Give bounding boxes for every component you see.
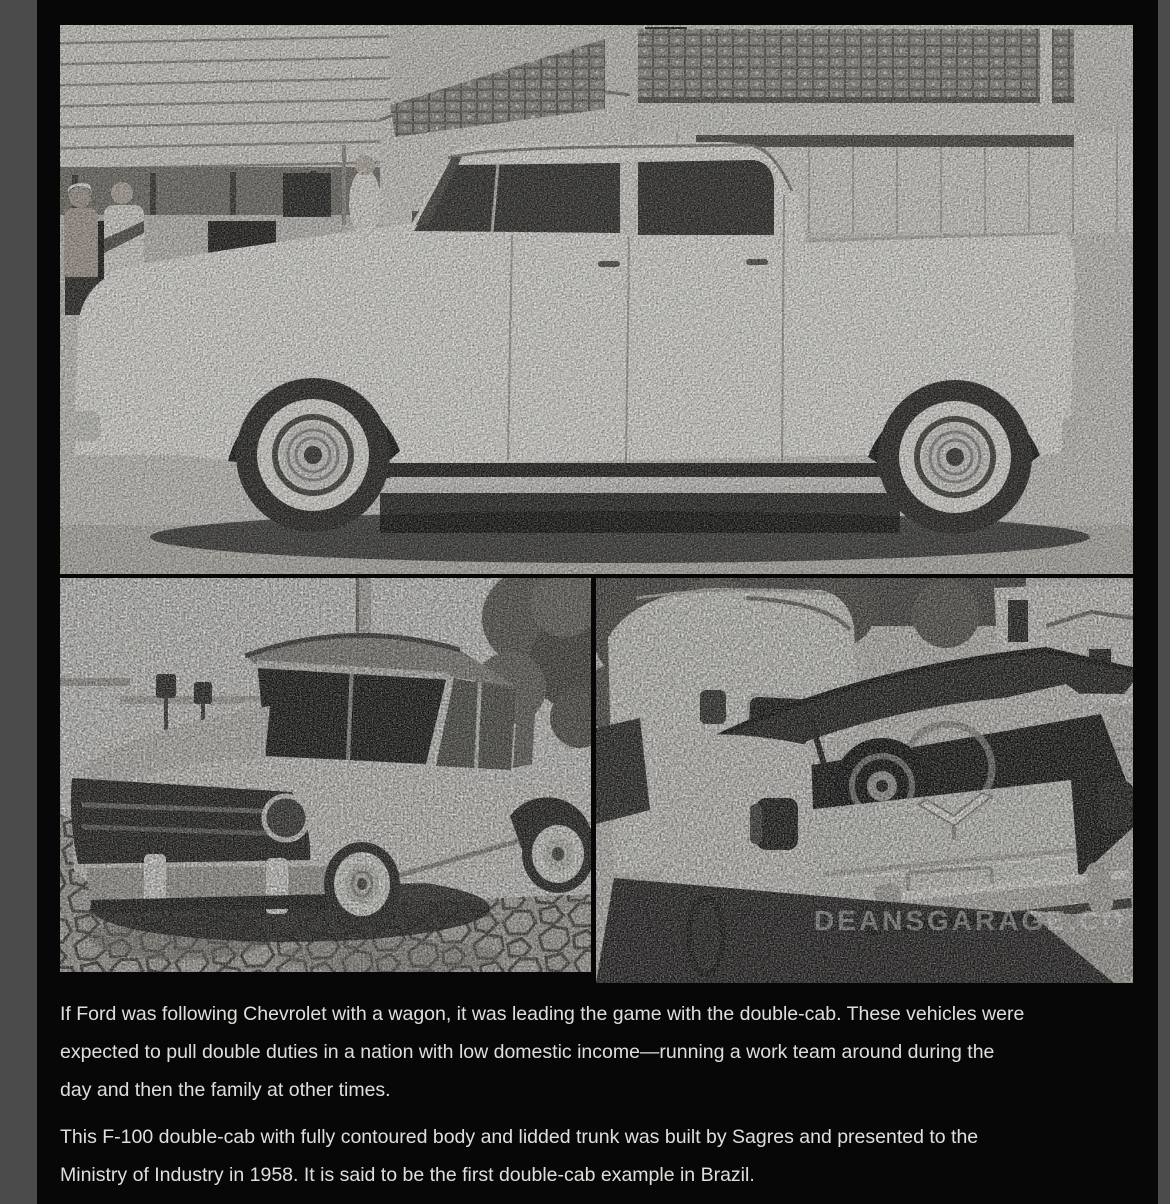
article-content-area [37, 0, 1158, 1204]
paragraph-line: expected to pull double duties in a nation with low domestic income—running a work team around during the [60, 1041, 995, 1063]
paragraph-line: This F-100 double-cab with fully contoured body and lidded trunk was built by Sagres and presented to the [60, 1126, 979, 1148]
paragraph-1 [60, 995, 1145, 1109]
paragraph-line: Ministry of Industry in 1958. It is said to be the first double-cab example in Brazil. [60, 1164, 755, 1186]
paragraph-line: If Ford was following Chevrolet with a wagon, it was leading the game with the double-cab. These vehicles were [60, 1003, 1025, 1025]
photo-truck-front-quarter [60, 578, 591, 972]
photo-truck-rear-trunk-open [596, 578, 1133, 983]
paragraph-line: day and then the family at other times. [60, 1079, 391, 1101]
photo-truck-side-view [60, 25, 1133, 574]
paragraph-2 [60, 1118, 1145, 1194]
article-text [60, 995, 1145, 1203]
